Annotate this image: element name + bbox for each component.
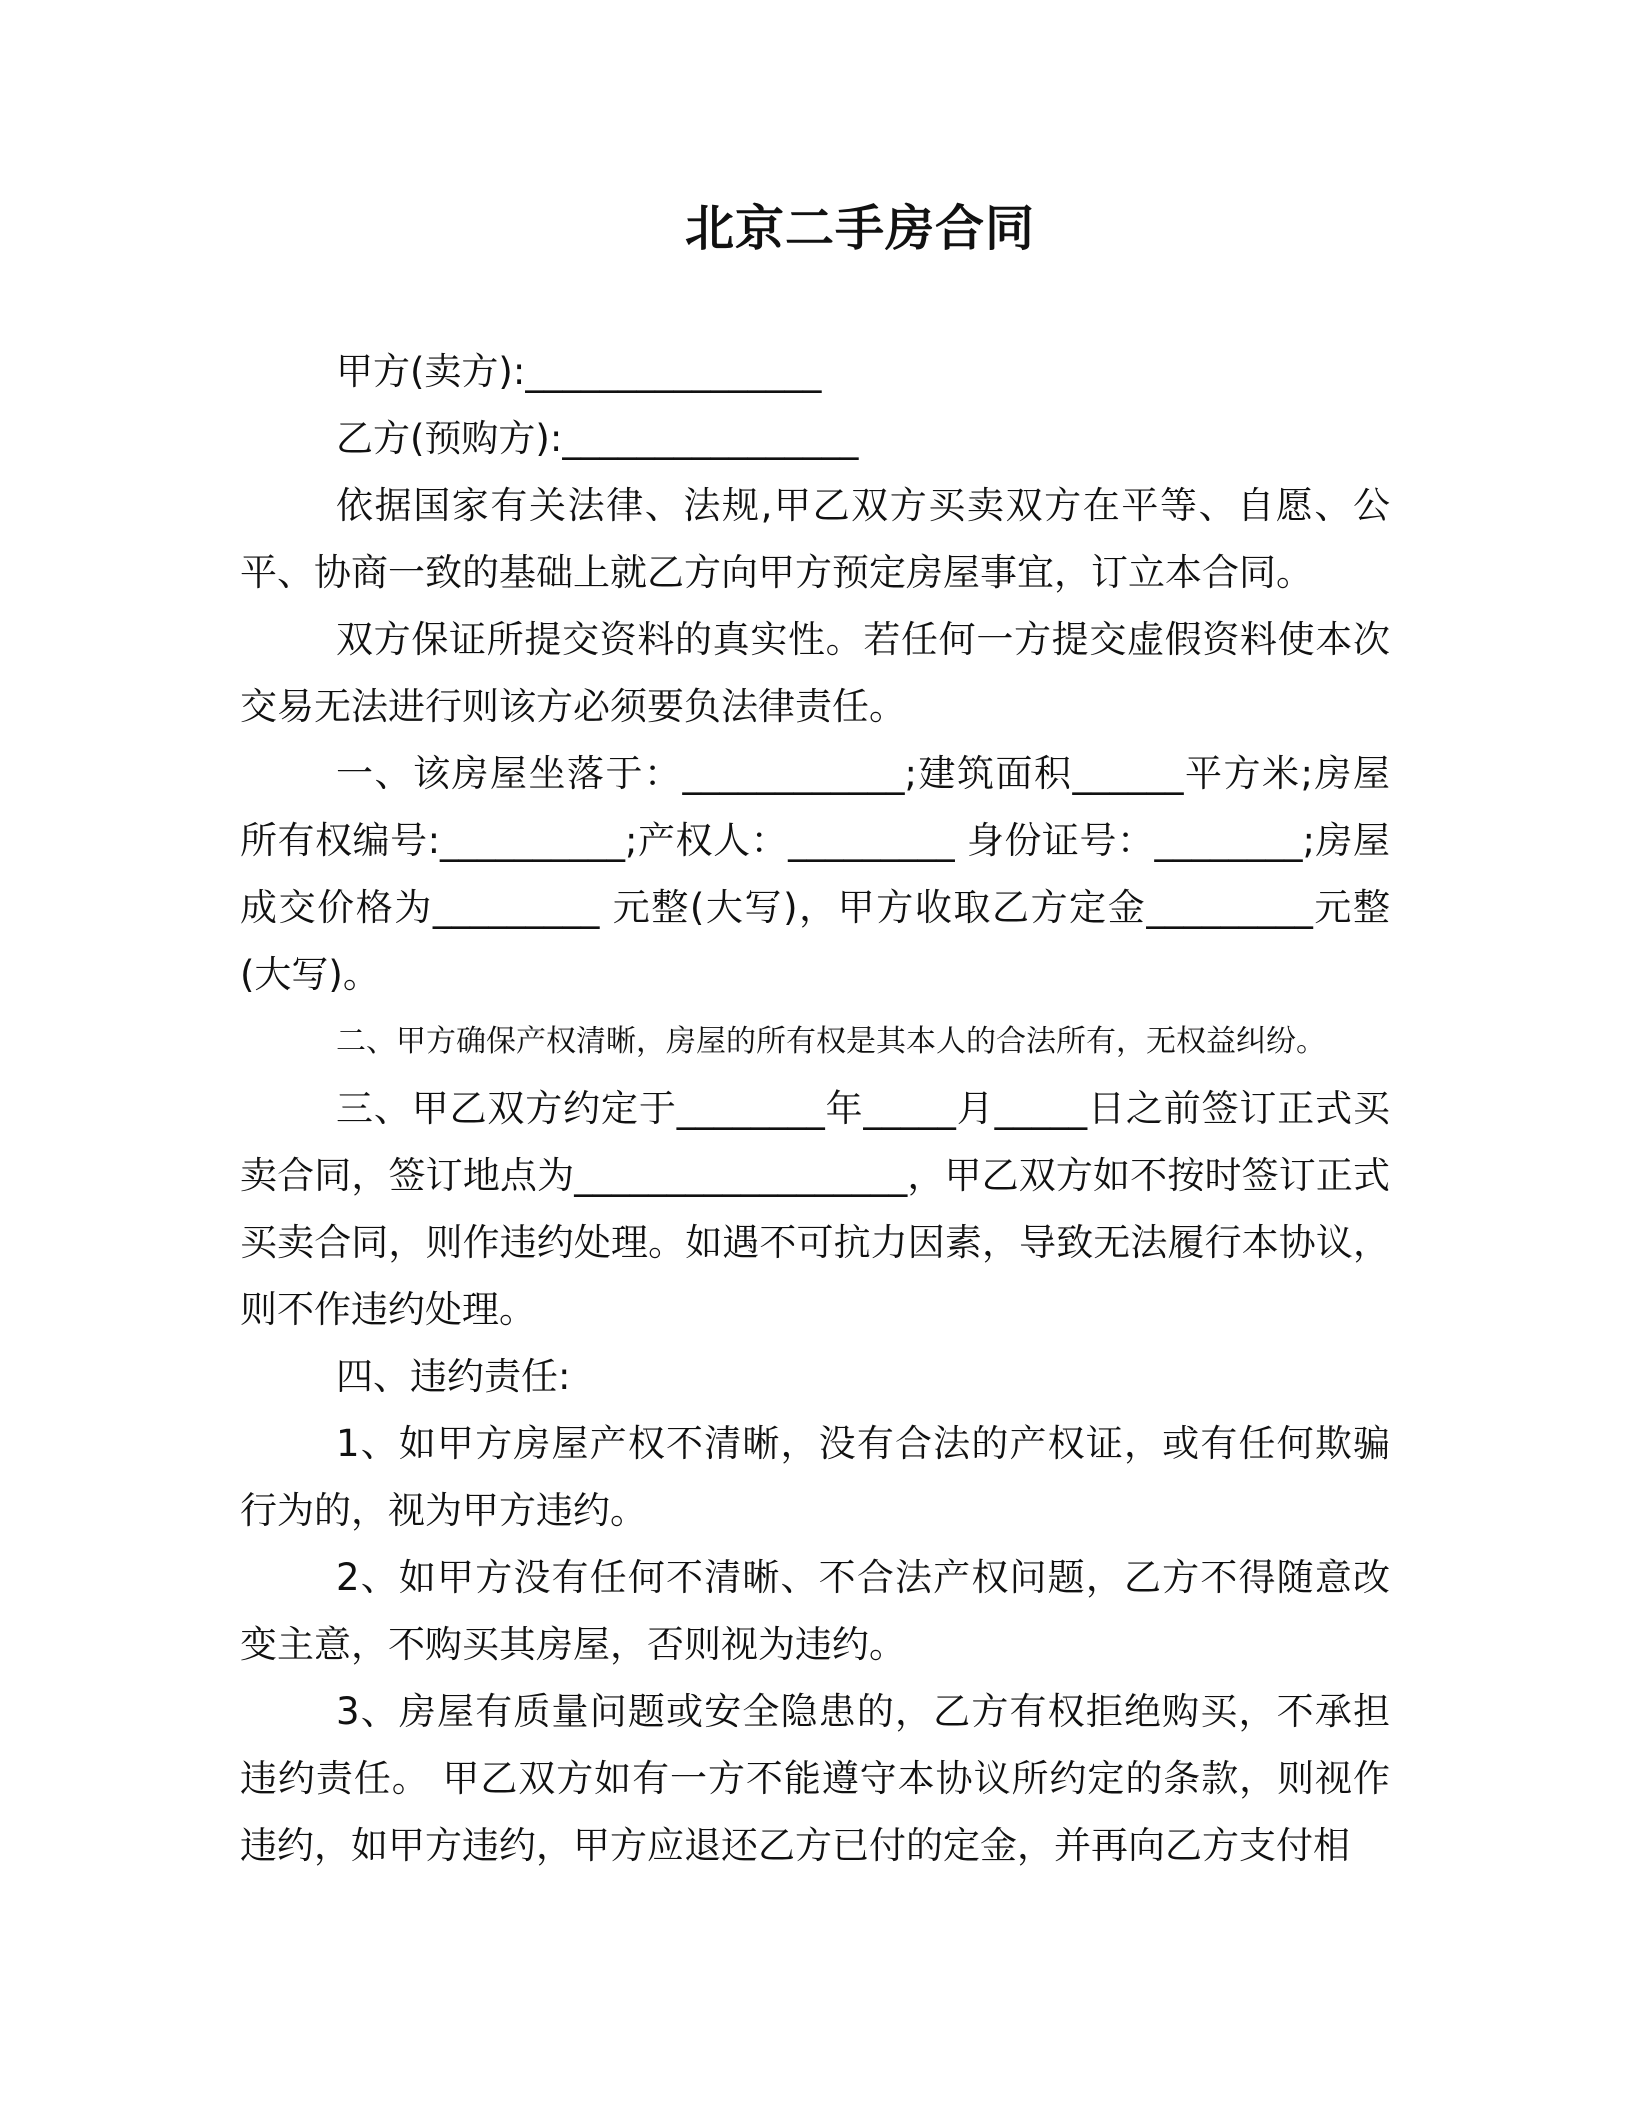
liability-item-3: 3、房屋有质量问题或安全隐患的，乙方有权拒绝购买，不承担违约责任。 甲乙双方如有一方不能遵守本协议所约定的条款，则视作违约，如甲方违约，甲方应退还乙方已付的定金，并再向乙方支付相 [240,1690,1390,1867]
clause-1-paragraph: 一、该房屋坐落于：____________;建筑面积______平方米;房屋所有权编号:__________;产权人：_________ 身份证号：________;房屋成交价格为_________ 元整(大写)，甲方收取乙方定金_________元整(大写)。 [240,752,1390,996]
document-body [240,338,1390,1879]
liability-item-1: 1、如甲方房屋产权不清晰，没有合法的产权证，或有任何欺骗行为的，视为甲方违约。 [240,1422,1390,1532]
guarantee-paragraph: 双方保证所提交资料的真实性。若任何一方提交虚假资料使本次交易无法进行则该方必须要负法律责任。 [240,618,1390,728]
liability-item-2: 2、如甲方没有任何不清晰、不合法产权问题，乙方不得随意改变主意，不购买其房屋，否则视为违约。 [240,1556,1390,1666]
clause-3-paragraph: 三、甲乙双方约定于________年_____月_____日之前签订正式买卖合同，签订地点为__________________，甲乙双方如不按时签订正式买卖合同，则作违约处理。如遇不可抗力因素，导致无法履行本协议，则不作违约处理。 [240,1087,1390,1331]
clause-2-paragraph: 二、甲方确保产权清晰，房屋的所有权是其本人的合法所有，无权益纠纷。 [336,1024,1326,1059]
clause-4-heading: 四、违约责任: [336,1355,571,1398]
document-title: 北京二手房合同 [684,200,1035,257]
intro-paragraph: 依据国家有关法律、法规,甲乙双方买卖双方在平等、自愿、公平、协商一致的基础上就乙方向甲方预定房屋事宜，订立本合同。 [240,484,1390,594]
party-a-line: 甲方(卖方):________________ [336,350,822,393]
party-b-line: 乙方(预购方):________________ [336,417,859,460]
